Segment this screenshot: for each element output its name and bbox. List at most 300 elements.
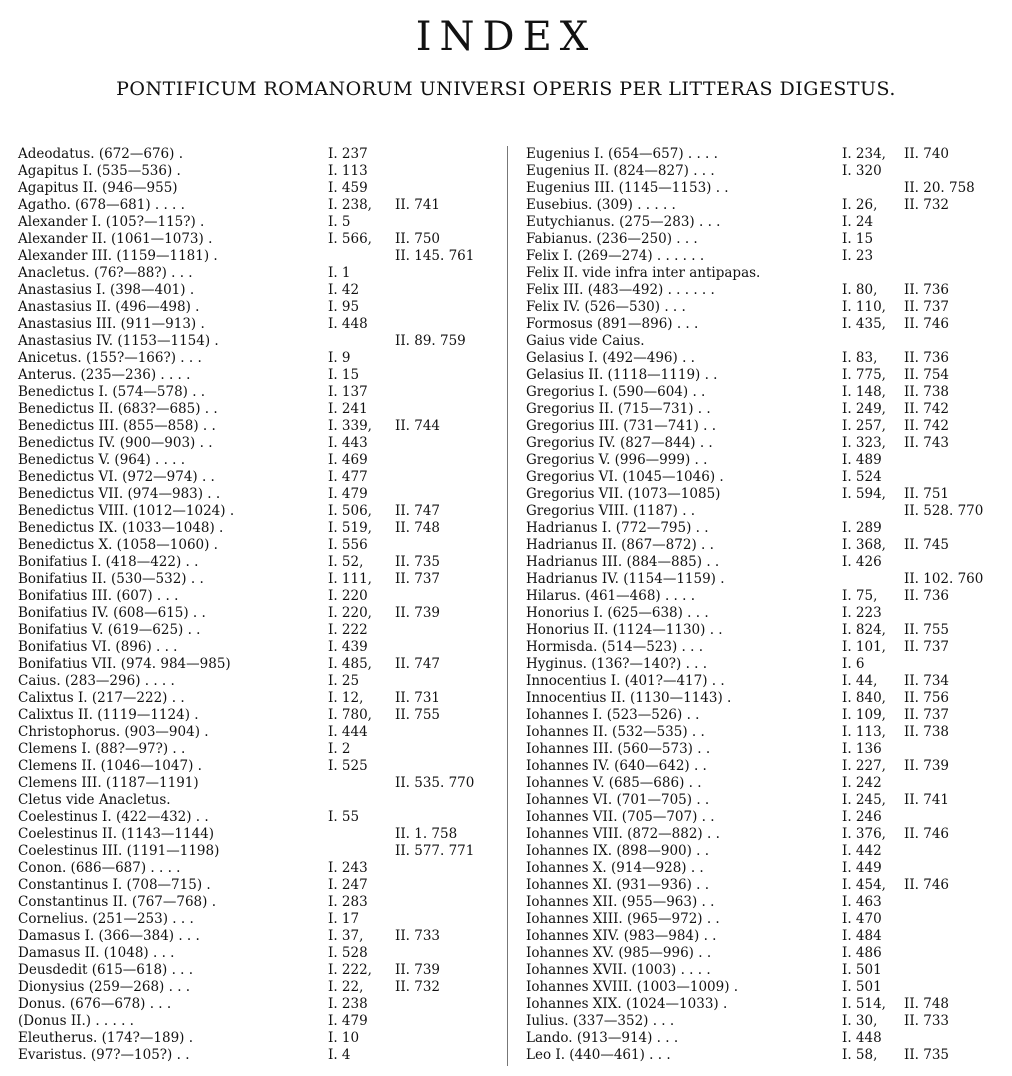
entry-name: Iohannes IV. (640—642) . . (526, 758, 707, 774)
entry-name: Hilarus. (461—468) . . . . (526, 588, 696, 604)
index-entry (526, 180, 986, 197)
entry-name: Felix I. (269—274) . . . . . . (526, 248, 705, 264)
entry-name: Iulius. (337—352) . . . (526, 1013, 675, 1029)
entry-ref-vol2: II. 740 (904, 146, 950, 162)
entry-ref-vol1: I. 245, (842, 792, 886, 808)
entry-name: Gregorius VIII. (1187) . . (526, 503, 696, 519)
entry-ref-vol1: I. 237 (328, 146, 368, 162)
entry-ref-vol1: I. 222, (328, 962, 372, 978)
entry-name: Fabianus. (236—250) . . . (526, 231, 698, 247)
entry-ref-vol2: II. 102. 760 (904, 571, 984, 587)
index-entry (18, 656, 493, 673)
entry-name: Eleutherus. (174?—189) . (18, 1030, 194, 1046)
index-entry (18, 197, 493, 214)
entry-name: Cornelius. (251—253) . . . (18, 911, 194, 927)
index-entry (526, 656, 986, 673)
entry-ref-vol2: II. 528. 770 (904, 503, 984, 519)
entry-ref-vol1: I. 463 (842, 894, 882, 910)
index-entry (18, 690, 493, 707)
entry-name: Gelasius II. (1118—1119) . . (526, 367, 718, 383)
index-entry (18, 945, 493, 962)
entry-ref-vol1: I. 25 (328, 673, 360, 689)
entry-name: Anacletus. (76?—88?) . . . (18, 265, 193, 281)
entry-name: Calixtus II. (1119—1124) . (18, 707, 199, 723)
index-entry (18, 299, 493, 316)
index-entry (526, 588, 986, 605)
entry-ref-vol1: I. 323, (842, 435, 886, 451)
entry-ref-vol1: I. 775, (842, 367, 886, 383)
entry-ref-vol1: I. 486 (842, 945, 882, 961)
entry-ref-vol2: II. 739 (904, 758, 950, 774)
entry-ref-vol2: II. 748 (395, 520, 441, 536)
entry-name: Coelestinus I. (422—432) . . (18, 809, 209, 825)
index-entry (526, 231, 986, 248)
entry-ref-vol1: I. 113 (328, 163, 368, 179)
index-entry (18, 180, 493, 197)
index-entry (18, 503, 493, 520)
index-entry (18, 452, 493, 469)
entry-name: Benedictus VIII. (1012—1024) . (18, 503, 235, 519)
entry-ref-vol2: II. 746 (904, 316, 950, 332)
entry-name: Alexander III. (1159—1181) . (18, 248, 218, 264)
entry-ref-vol1: I. 238 (328, 996, 368, 1012)
entry-ref-vol1: I. 484 (842, 928, 882, 944)
entry-ref-vol1: I. 12, (328, 690, 364, 706)
entry-name: Innocentius I. (401?—417) . . (526, 673, 725, 689)
entry-name: Clemens III. (1187—1191) (18, 775, 199, 791)
entry-name: Iohannes XVIII. (1003—1009) . (526, 979, 739, 995)
entry-name: Honorius I. (625—638) . . . (526, 605, 709, 621)
index-entry (526, 945, 986, 962)
index-entry (18, 639, 493, 656)
entry-name: Bonifatius VII. (974. 984—985) (18, 656, 231, 672)
entry-ref-vol1: I. 449 (842, 860, 882, 876)
entry-ref-vol1: I. 223 (842, 605, 882, 621)
index-entry (18, 146, 493, 163)
page-subtitle: PONTIFICUM ROMANORUM UNIVERSI OPERIS PER LITTERAS DIGESTUS. (116, 78, 896, 100)
index-entry (526, 707, 986, 724)
entry-name: Lando. (913—914) . . . (526, 1030, 679, 1046)
entry-ref-vol2: II. 743 (904, 435, 950, 451)
entry-ref-vol2: II. 737 (904, 639, 950, 655)
entry-ref-vol1: I. 24 (842, 214, 874, 230)
entry-ref-vol2: II. 145. 761 (395, 248, 475, 264)
entry-name: Constantinus I. (708—715) . (18, 877, 211, 893)
entry-name: (Donus II.) . . . . . (18, 1013, 134, 1029)
entry-name: Iohannes VII. (705—707) . . (526, 809, 715, 825)
entry-name: Christophorus. (903—904) . (18, 724, 209, 740)
index-entry (526, 775, 986, 792)
entry-name: Anastasius III. (911—913) . (18, 316, 205, 332)
entry-name: Gelasius I. (492—496) . . (526, 350, 695, 366)
entry-ref-vol1: I. 111, (328, 571, 372, 587)
entry-ref-vol1: I. 83, (842, 350, 878, 366)
entry-ref-vol1: I. 454, (842, 877, 886, 893)
entry-ref-vol1: I. 469 (328, 452, 368, 468)
entry-name: Coelestinus III. (1191—1198) (18, 843, 220, 859)
entry-name: Felix II. vide infra inter antipapas. (526, 265, 761, 281)
entry-ref-vol1: I. 4 (328, 1047, 351, 1063)
entry-ref-vol1: I. 220, (328, 605, 372, 621)
entry-name: Leo I. (440—461) . . . (526, 1047, 671, 1063)
index-entry (526, 860, 986, 877)
entry-name: Clemens II. (1046—1047) . (18, 758, 202, 774)
entry-ref-vol1: I. 514, (842, 996, 886, 1012)
index-entry (526, 928, 986, 945)
index-entry (18, 554, 493, 571)
entry-name: Gregorius VI. (1045—1046) . (526, 469, 724, 485)
index-entry (526, 724, 986, 741)
entry-ref-vol2: II. 739 (395, 962, 441, 978)
entry-ref-vol1: I. 42 (328, 282, 360, 298)
entry-name: Iohannes II. (532—535) . . (526, 724, 705, 740)
entry-ref-vol1: I. 477 (328, 469, 368, 485)
entry-name: Evaristus. (97?—105?) . . (18, 1047, 190, 1063)
entry-name: Hadrianus III. (884—885) . . (526, 554, 720, 570)
index-entry (18, 588, 493, 605)
entry-ref-vol2: II. 732 (904, 197, 950, 213)
entry-ref-vol2: II. 89. 759 (395, 333, 466, 349)
index-entry (526, 1030, 986, 1047)
entry-name: Anicetus. (155?—166?) . . . (18, 350, 202, 366)
entry-ref-vol1: I. 283 (328, 894, 368, 910)
index-entry (18, 843, 493, 860)
entry-ref-vol1: I. 10 (328, 1030, 360, 1046)
index-entry (526, 639, 986, 656)
entry-ref-vol1: I. 110, (842, 299, 886, 315)
entry-name: Gregorius V. (996—999) . . (526, 452, 708, 468)
column-divider (507, 146, 508, 1066)
entry-ref-vol1: I. 243 (328, 860, 368, 876)
index-entry (18, 792, 493, 809)
index-entry (526, 962, 986, 979)
entry-name: Coelestinus II. (1143—1144) (18, 826, 215, 842)
entry-name: Dionysius (259—268) . . . (18, 979, 191, 995)
entry-ref-vol2: II. 738 (904, 724, 950, 740)
entry-ref-vol1: I. 556 (328, 537, 368, 553)
entry-name: Agapitus I. (535—536) . (18, 163, 181, 179)
entry-ref-vol2: II. 732 (395, 979, 441, 995)
entry-name: Benedictus V. (964) . . . . (18, 452, 186, 468)
index-entry (18, 163, 493, 180)
index-entry (18, 775, 493, 792)
entry-name: Iohannes XIX. (1024—1033) . (526, 996, 728, 1012)
entry-name: Iohannes XIII. (965—972) . . (526, 911, 720, 927)
entry-ref-vol2: II. 577. 771 (395, 843, 475, 859)
entry-ref-vol2: II. 747 (395, 656, 441, 672)
index-entry (526, 690, 986, 707)
entry-name: Eusebius. (309) . . . . . (526, 197, 676, 213)
entry-ref-vol1: I. 58, (842, 1047, 878, 1063)
index-entry (18, 809, 493, 826)
entry-ref-vol1: I. 246 (842, 809, 882, 825)
index-entry (526, 316, 986, 333)
entry-ref-vol2: II. 737 (904, 707, 950, 723)
entry-ref-vol1: I. 9 (328, 350, 351, 366)
index-entry (18, 367, 493, 384)
entry-ref-vol1: I. 528 (328, 945, 368, 961)
entry-ref-vol1: I. 247 (328, 877, 368, 893)
entry-ref-vol1: I. 220 (328, 588, 368, 604)
entry-name: Iohannes VIII. (872—882) . . (526, 826, 720, 842)
entry-name: Caius. (283—296) . . . . (18, 673, 175, 689)
index-entry (18, 622, 493, 639)
index-entry (18, 333, 493, 350)
entry-ref-vol2: II. 1. 758 (395, 826, 458, 842)
entry-name: Agapitus II. (946—955) (18, 180, 178, 196)
entry-name: Gregorius VII. (1073—1085) (526, 486, 721, 502)
index-entry (18, 520, 493, 537)
index-entry (526, 673, 986, 690)
entry-name: Bonifatius II. (530—532) . . (18, 571, 204, 587)
entry-ref-vol1: I. 824, (842, 622, 886, 638)
entry-ref-vol2: II. 737 (395, 571, 441, 587)
index-entry (526, 486, 986, 503)
entry-name: Eugenius II. (824—827) . . . (526, 163, 715, 179)
entry-ref-vol2: II. 747 (395, 503, 441, 519)
entry-ref-vol1: I. 249, (842, 401, 886, 417)
entry-ref-vol2: II. 742 (904, 401, 950, 417)
entry-name: Benedictus IX. (1033—1048) . (18, 520, 224, 536)
entry-ref-vol1: I. 5 (328, 214, 351, 230)
index-entry (18, 350, 493, 367)
entry-ref-vol1: I. 23 (842, 248, 874, 264)
entry-name: Iohannes XIV. (983—984) . . (526, 928, 717, 944)
index-entry (18, 571, 493, 588)
entry-name: Bonifatius VI. (896) . . . (18, 639, 178, 655)
entry-ref-vol1: I. 485, (328, 656, 372, 672)
index-entry (526, 299, 986, 316)
entry-name: Damasus I. (366—384) . . . (18, 928, 200, 944)
index-entry (526, 843, 986, 860)
entry-ref-vol2: II. 744 (395, 418, 441, 434)
entry-name: Hadrianus I. (772—795) . . (526, 520, 709, 536)
index-entry (18, 1013, 493, 1030)
entry-name: Iohannes V. (685—686) . . (526, 775, 702, 791)
index-entry (18, 911, 493, 928)
entry-ref-vol1: I. 101, (842, 639, 886, 655)
index-entry (18, 673, 493, 690)
index-entry (526, 401, 986, 418)
index-entry (18, 724, 493, 741)
index-entry (526, 826, 986, 843)
entry-name: Hadrianus II. (867—872) . . (526, 537, 714, 553)
index-entry (18, 435, 493, 452)
entry-name: Honorius II. (1124—1130) . . (526, 622, 723, 638)
entry-ref-vol1: I. 222 (328, 622, 368, 638)
index-entry (18, 996, 493, 1013)
entry-ref-vol2: II. 735 (904, 1047, 950, 1063)
entry-ref-vol2: II. 742 (904, 418, 950, 434)
entry-name: Eugenius I. (654—657) . . . . (526, 146, 718, 162)
entry-ref-vol1: I. 44, (842, 673, 878, 689)
entry-ref-vol2: II. 748 (904, 996, 950, 1012)
entry-ref-vol2: II. 750 (395, 231, 441, 247)
entry-name: Gregorius I. (590—604) . . (526, 384, 706, 400)
entry-ref-vol1: I. 448 (842, 1030, 882, 1046)
entry-name: Anastasius II. (496—498) . (18, 299, 200, 315)
index-entry (18, 707, 493, 724)
entry-ref-vol1: I. 26, (842, 197, 878, 213)
index-entry (526, 333, 986, 350)
entry-ref-vol1: I. 15 (842, 231, 874, 247)
entry-ref-vol1: I. 289 (842, 520, 882, 536)
entry-ref-vol1: I. 479 (328, 486, 368, 502)
entry-ref-vol2: II. 738 (904, 384, 950, 400)
index-entry (526, 367, 986, 384)
index-entry (526, 520, 986, 537)
index-entry (526, 979, 986, 996)
entry-ref-vol2: II. 751 (904, 486, 950, 502)
index-entry (18, 231, 493, 248)
index-entry (526, 197, 986, 214)
index-entry (18, 418, 493, 435)
entry-ref-vol2: II. 755 (395, 707, 441, 723)
index-entry (526, 605, 986, 622)
entry-ref-vol2: II. 739 (395, 605, 441, 621)
entry-ref-vol2: II. 736 (904, 350, 950, 366)
entry-name: Anterus. (235—236) . . . . (18, 367, 191, 383)
entry-name: Gregorius II. (715—731) . . (526, 401, 711, 417)
index-entry (526, 435, 986, 452)
entry-name: Bonifatius I. (418—422) . . (18, 554, 199, 570)
entry-ref-vol2: II. 733 (904, 1013, 950, 1029)
entry-name: Anastasius IV. (1153—1154) . (18, 333, 219, 349)
index-entry (18, 316, 493, 333)
entry-ref-vol1: I. 566, (328, 231, 372, 247)
entry-ref-vol1: I. 524 (842, 469, 882, 485)
entry-name: Adeodatus. (672—676) . (18, 146, 183, 162)
index-entry (18, 962, 493, 979)
index-entry (18, 537, 493, 554)
index-entry (18, 282, 493, 299)
index-entry (526, 469, 986, 486)
entry-name: Gaius vide Caius. (526, 333, 645, 349)
entry-name: Clemens I. (88?—97?) . . (18, 741, 186, 757)
index-entry (18, 384, 493, 401)
page-title: INDEX (415, 14, 597, 60)
index-entry (18, 741, 493, 758)
entry-ref-vol2: II. 746 (904, 877, 950, 893)
entry-name: Benedictus VII. (974—983) . . (18, 486, 221, 502)
index-entry (526, 265, 986, 282)
index-entry (526, 996, 986, 1013)
entry-ref-vol1: I. 17 (328, 911, 360, 927)
entry-name: Iohannes XVII. (1003) . . . . (526, 962, 711, 978)
entry-name: Gregorius IV. (827—844) . . (526, 435, 713, 451)
entry-name: Cletus vide Anacletus. (18, 792, 171, 808)
index-entry (526, 163, 986, 180)
index-entry (18, 401, 493, 418)
entry-ref-vol1: I. 470 (842, 911, 882, 927)
entry-ref-vol1: I. 30, (842, 1013, 878, 1029)
entry-ref-vol1: I. 109, (842, 707, 886, 723)
entry-ref-vol1: I. 443 (328, 435, 368, 451)
entry-ref-vol1: I. 15 (328, 367, 360, 383)
index-entry (18, 894, 493, 911)
entry-name: Benedictus VI. (972—974) . . (18, 469, 215, 485)
index-entry (526, 537, 986, 554)
entry-ref-vol1: I. 519, (328, 520, 372, 536)
index-entry (18, 860, 493, 877)
entry-name: Iohannes I. (523—526) . . (526, 707, 700, 723)
index-entry (526, 384, 986, 401)
entry-name: Benedictus X. (1058—1060) . (18, 537, 218, 553)
entry-ref-vol1: I. 75, (842, 588, 878, 604)
index-entry (526, 554, 986, 571)
entry-name: Conon. (686—687) . . . . (18, 860, 181, 876)
entry-ref-vol1: I. 459 (328, 180, 368, 196)
entry-name: Gregorius III. (731—741) . . (526, 418, 716, 434)
entry-name: Felix IV. (526—530) . . . (526, 299, 686, 315)
entry-ref-vol1: I. 525 (328, 758, 368, 774)
index-entry (18, 928, 493, 945)
entry-ref-vol1: I. 780, (328, 707, 372, 723)
index-entry (526, 282, 986, 299)
index-entry (526, 146, 986, 163)
entry-ref-vol1: I. 479 (328, 1013, 368, 1029)
entry-ref-vol2: II. 737 (904, 299, 950, 315)
entry-ref-vol1: I. 238, (328, 197, 372, 213)
entry-name: Hormisda. (514—523) . . . (526, 639, 703, 655)
entry-ref-vol1: I. 506, (328, 503, 372, 519)
entry-name: Anastasius I. (398—401) . (18, 282, 195, 298)
index-entry (526, 758, 986, 775)
index-entry (18, 248, 493, 265)
entry-name: Benedictus IV. (900—903) . . (18, 435, 213, 451)
entry-name: Alexander I. (105?—115?) . (18, 214, 205, 230)
index-entry (526, 214, 986, 231)
entry-name: Iohannes XV. (985—996) . . (526, 945, 712, 961)
entry-name: Iohannes XII. (955—963) . . (526, 894, 715, 910)
entry-ref-vol1: I. 242 (842, 775, 882, 791)
entry-ref-vol1: I. 2 (328, 741, 351, 757)
entry-ref-vol1: I. 37, (328, 928, 364, 944)
index-entry (18, 486, 493, 503)
entry-ref-vol2: II. 731 (395, 690, 441, 706)
entry-ref-vol1: I. 489 (842, 452, 882, 468)
entry-ref-vol2: II. 755 (904, 622, 950, 638)
entry-ref-vol1: I. 241 (328, 401, 368, 417)
entry-name: Calixtus I. (217—222) . . (18, 690, 185, 706)
entry-ref-vol2: II. 736 (904, 588, 950, 604)
entry-ref-vol1: I. 840, (842, 690, 886, 706)
entry-ref-vol2: II. 741 (904, 792, 950, 808)
entry-name: Bonifatius V. (619—625) . . (18, 622, 201, 638)
entry-ref-vol1: I. 227, (842, 758, 886, 774)
index-entry (18, 1030, 493, 1047)
index-entry (526, 622, 986, 639)
entry-name: Constantinus II. (767—768) . (18, 894, 216, 910)
index-entry (526, 877, 986, 894)
entry-name: Alexander II. (1061—1073) . (18, 231, 213, 247)
entry-ref-vol2: II. 741 (395, 197, 441, 213)
entry-ref-vol1: I. 55 (328, 809, 360, 825)
index-entry (526, 894, 986, 911)
entry-ref-vol1: I. 376, (842, 826, 886, 842)
entry-ref-vol2: II. 745 (904, 537, 950, 553)
entry-name: Bonifatius IV. (608—615) . . (18, 605, 206, 621)
entry-name: Eugenius III. (1145—1153) . . (526, 180, 729, 196)
entry-ref-vol1: I. 320 (842, 163, 882, 179)
entry-ref-vol1: I. 368, (842, 537, 886, 553)
index-entry (526, 1013, 986, 1030)
entry-ref-vol1: I. 137 (328, 384, 368, 400)
entry-name: Bonifatius III. (607) . . . (18, 588, 179, 604)
index-entry (18, 979, 493, 996)
entry-name: Iohannes XI. (931—936) . . (526, 877, 710, 893)
entry-ref-vol2: II. 736 (904, 282, 950, 298)
